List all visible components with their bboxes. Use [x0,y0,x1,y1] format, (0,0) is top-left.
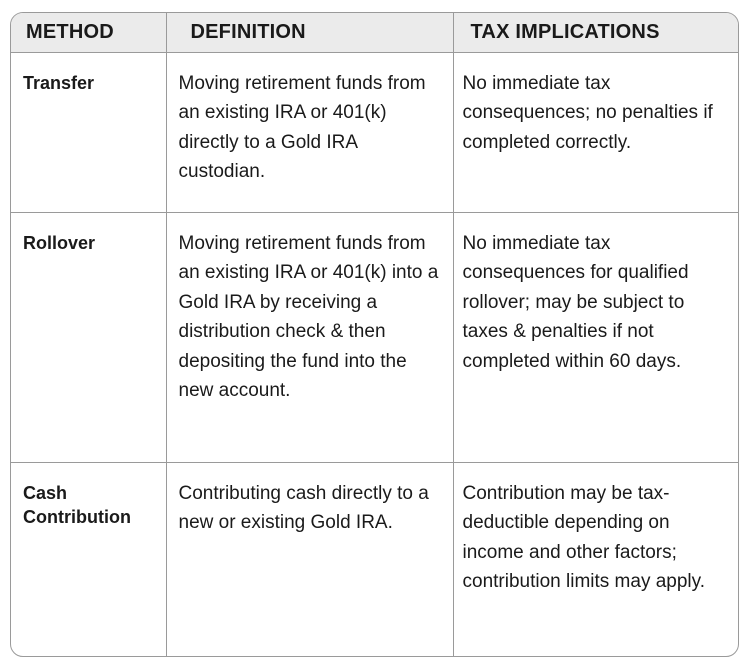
method-cell: Transfer [11,52,166,212]
table-row [11,462,738,656]
tax-implications-cell: Contribution may be tax-deductible depending on income and other factors; contribution limits may apply. [462,482,706,592]
methods-table [11,13,738,656]
header-tax-implications: TAX IMPLICATIONS [453,13,738,52]
gold-ira-methods-table [10,12,739,657]
header-definition: DEFINITION [166,13,453,52]
definition-cell: Contributing cash directly to a new or existing Gold IRA. [166,462,453,656]
table-body [11,52,738,656]
table-row [11,212,738,462]
method-cell: Rollover [11,212,166,462]
tax-implications-cell: No immediate tax consequences for qualified rollover; may be subject to taxes & penalties if not completed within 60 days. [453,212,738,462]
tax-implications-cell: No immediate tax consequences; no penalties if completed correctly. [453,52,738,212]
method-cell: Cash Contribution [11,462,166,656]
table-row [11,52,738,212]
table-header [11,13,738,52]
definition-cell: Moving retirement funds from an existing IRA or 401(k) into a Gold IRA by receiving a distribution check & then depositing the fund into the new account. [166,212,453,462]
definition-cell: Moving retirement funds from an existing IRA or 401(k) directly to a Gold IRA custodian. [166,52,453,212]
header-method: METHOD [11,13,166,52]
header-row [11,13,738,52]
